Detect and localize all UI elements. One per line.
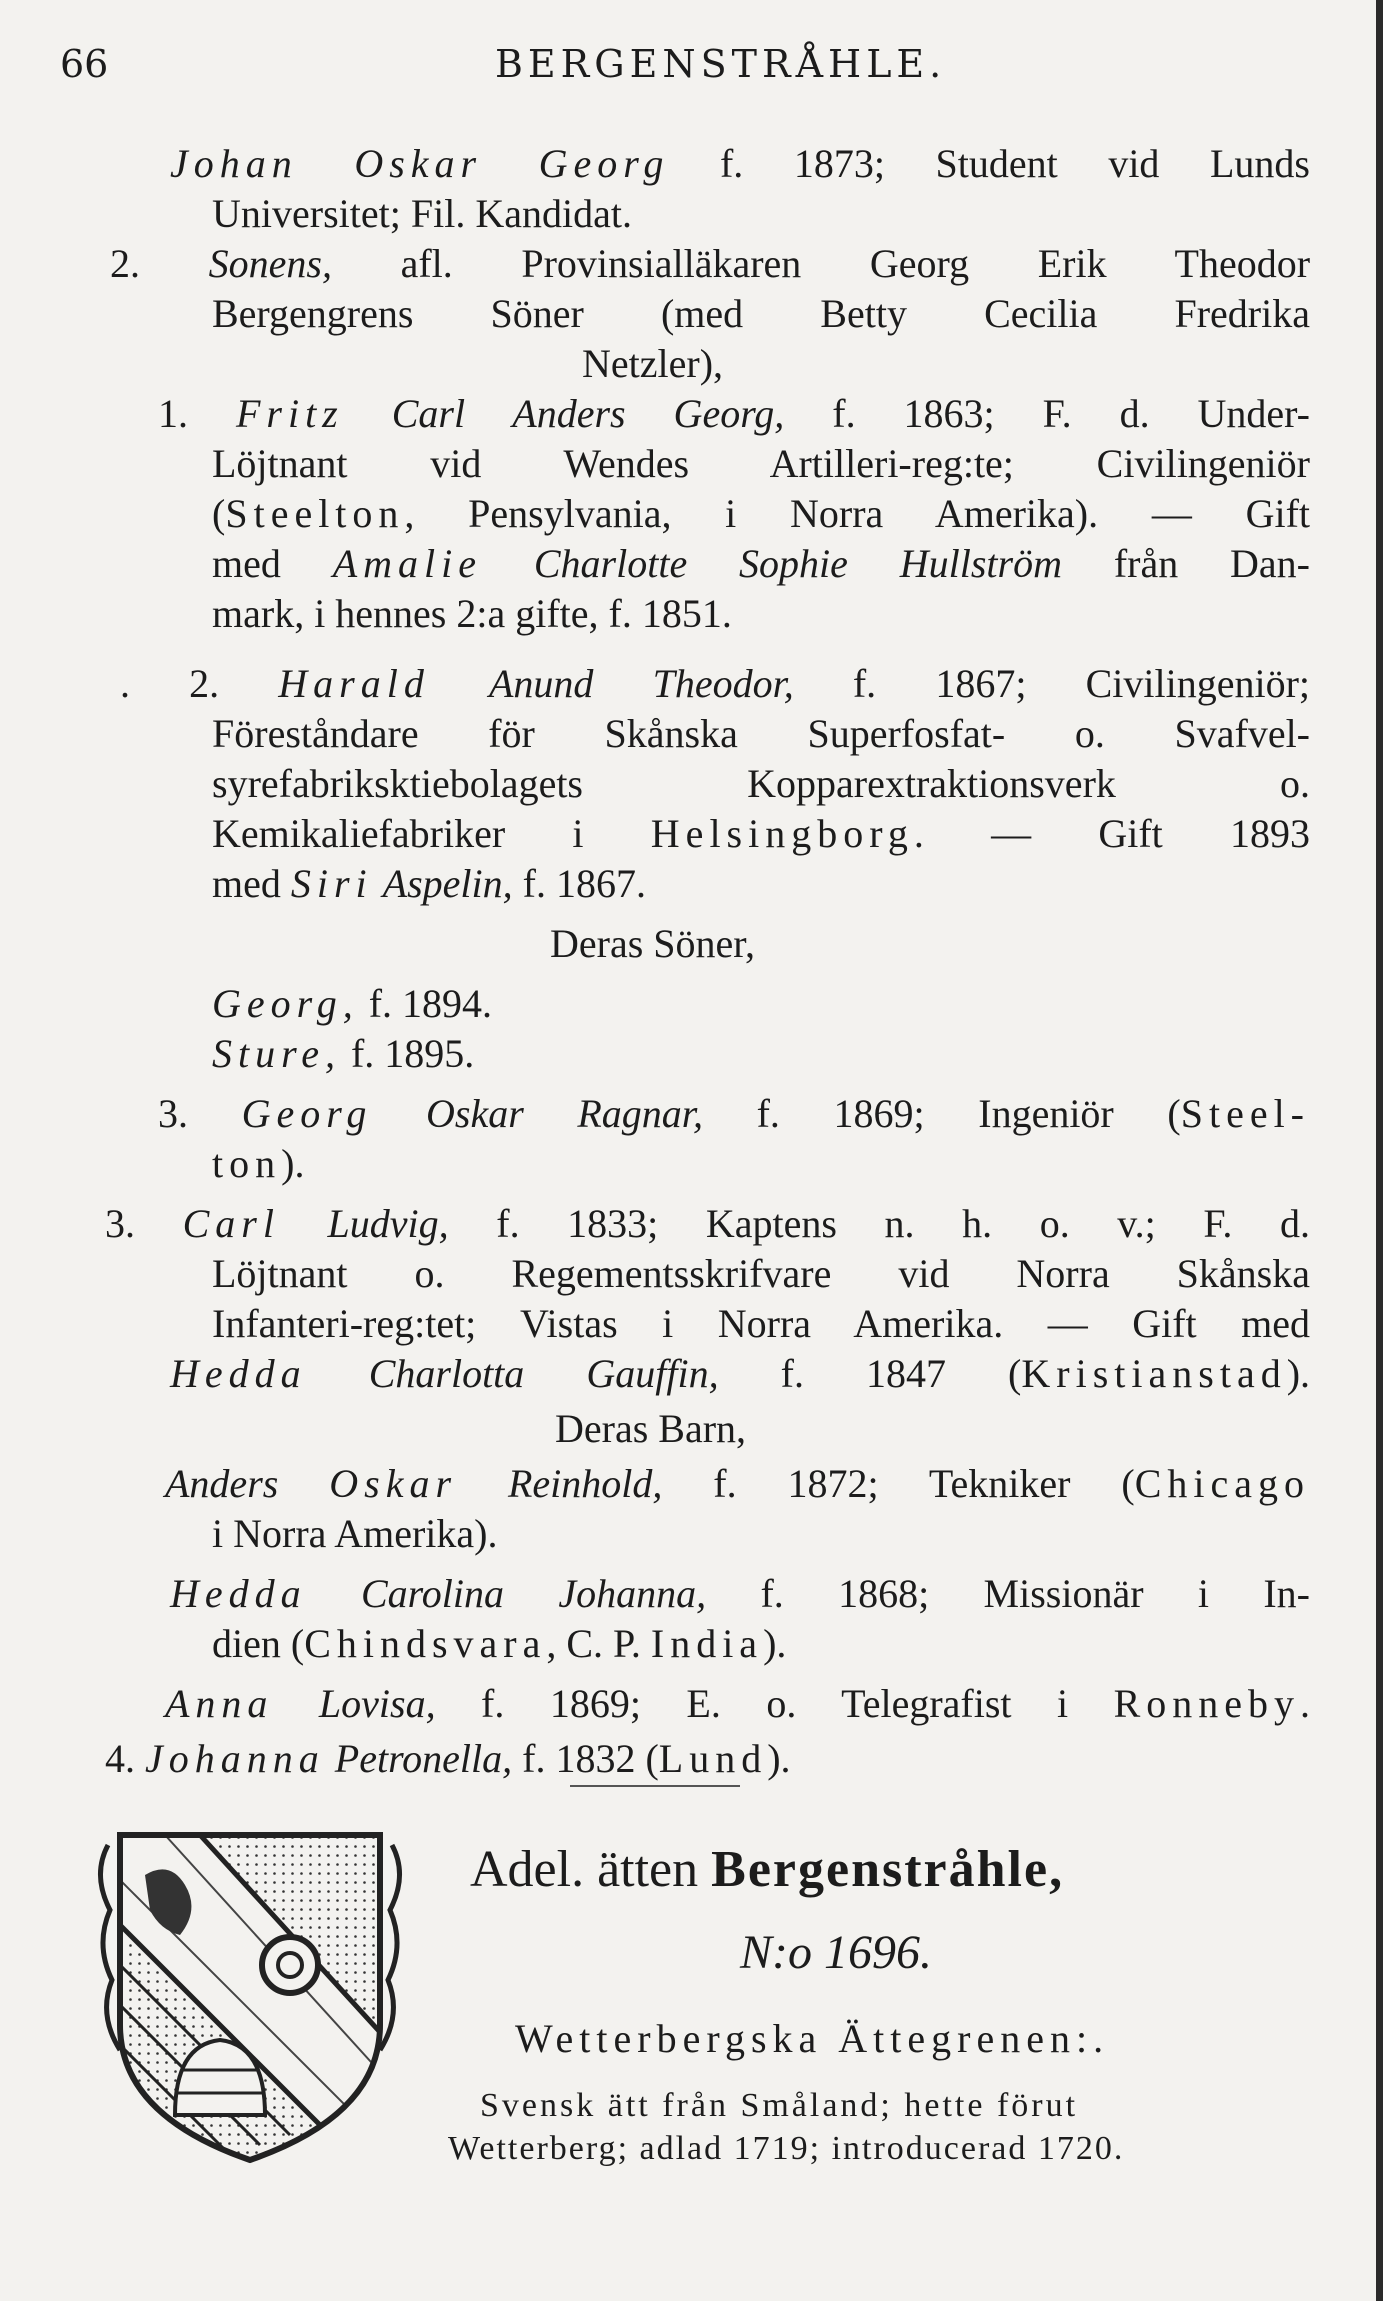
text-line: Georg, f. 1894. — [212, 981, 493, 1026]
text-line: Anders Oskar Reinhold, f. 1872; Tekniker (Chicago — [165, 1461, 1310, 1506]
text-line: Hedda Carolina Johanna, f. 1868; Missionär i In- — [170, 1571, 1310, 1616]
text-line: syrefabriksktiebolagets Kopparextraktionsverk o. — [212, 761, 1310, 806]
text-line: . 2. Harald Anund Theodor, f. 1867; Civilingeniör; — [120, 661, 1311, 706]
section-divider — [570, 1785, 740, 1787]
running-title: BERGENSTRÅHLE. — [495, 42, 947, 86]
text-line: 1. Fritz Carl Anders Georg, f. 1863; F. d. Under- — [158, 391, 1311, 436]
text-line: Anna Lovisa, f. 1869; E. o. Telegrafist i Ronneby. — [165, 1681, 1310, 1726]
text-line: 2. Sonens, afl. Provinsialläkaren Georg Erik Theodor — [110, 241, 1311, 286]
page-header — [60, 42, 1330, 92]
adel-lineage: Wetterbergska Ättegrenen:. — [515, 2016, 1110, 2061]
text-line: Johan Oskar Georg f. 1873; Student vid Lunds — [170, 141, 1310, 186]
text-line: 4. Johanna Petronella, f. 1832 (Lund). — [105, 1736, 791, 1781]
page-edge — [1376, 0, 1383, 2301]
adel-description-line: Wetterberg; adlad 1719; introducerad 1720. — [448, 2130, 1125, 2167]
text-line: Löjtnant vid Wendes Artilleri-reg:te; Civilingeniör — [212, 441, 1310, 486]
adel-number: N:o 1696. — [740, 1926, 932, 1979]
text-line: med Amalie Charlotte Sophie Hullström från Dan- — [212, 541, 1311, 586]
text-line: Deras Söner, — [550, 921, 755, 966]
text-line: Infanteri-reg:tet; Vistas i Norra Amerika. — Gift med — [212, 1301, 1310, 1346]
coat-of-arms-icon — [90, 1815, 410, 2175]
text-line: 3. Carl Ludvig, f. 1833; Kaptens n. h. o. v.; F. d. — [105, 1201, 1311, 1246]
text-line: Sture, f. 1895. — [212, 1031, 475, 1076]
adel-title: Adel. ätten Bergenstråhle, — [470, 1841, 1065, 1898]
adel-description-line: Svensk ätt från Småland; hette förut — [480, 2087, 1079, 2124]
text-line: Deras Barn, — [555, 1406, 747, 1451]
text-line: Hedda Charlotta Gauffin, f. 1847 (Kristianstad). — [170, 1351, 1311, 1396]
text-line: Netzler), — [582, 341, 724, 386]
text-line: mark, i hennes 2:a gifte, f. 1851. — [212, 591, 732, 636]
text-line: Löjtnant o. Regementsskrifvare vid Norra Skånska — [212, 1251, 1310, 1296]
text-line: Universitet; Fil. Kandidat. — [212, 191, 632, 236]
text-line: i Norra Amerika). — [212, 1511, 498, 1556]
text-line: ton). — [212, 1141, 305, 1186]
text-line: Föreståndare för Skånska Superfosfat- o. Svafvel- — [212, 711, 1310, 756]
page-number: 66 — [60, 42, 109, 86]
text-line: Kemikaliefabriker i Helsingborg. — Gift 1893 — [212, 811, 1311, 856]
text-line: (Steelton, Pensylvania, i Norra Amerika). — Gift — [212, 491, 1310, 536]
text-line: med Siri Aspelin, f. 1867. — [212, 861, 646, 906]
text-line: Bergengrens Söner (med Betty Cecilia Fredrika — [212, 291, 1310, 336]
text-line: 3. Georg Oskar Ragnar, f. 1869; Ingeniör (Steel- — [158, 1091, 1311, 1136]
text-line: dien (Chindsvara, C. P. India). — [212, 1621, 787, 1666]
